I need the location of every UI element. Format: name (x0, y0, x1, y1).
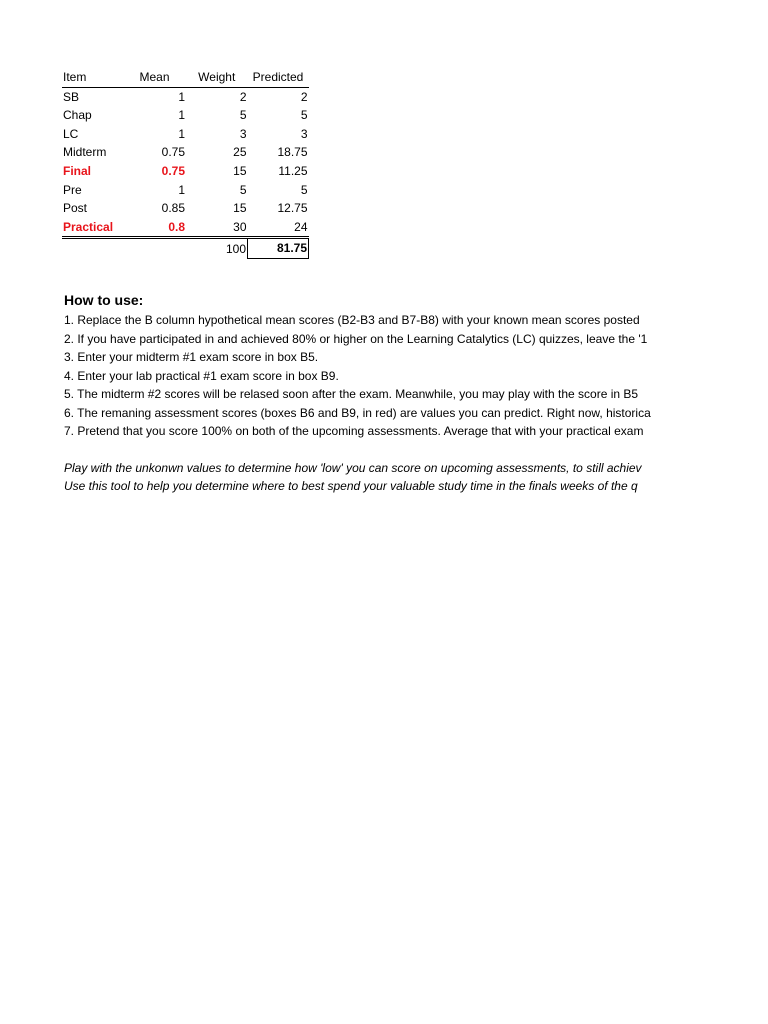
instruction-step[interactable]: 1. Replace the B column hypothetical mean scores (B2-B3 and B7-B8) with your known mean scores posted (64, 313, 640, 327)
cell-predicted[interactable]: 2 (300, 89, 308, 104)
instructions-title[interactable]: How to use: (64, 292, 144, 308)
cell-predicted[interactable]: 5 (300, 182, 308, 197)
cell-mean[interactable]: 0.75 (161, 163, 185, 178)
cell-mean[interactable]: 0.8 (123, 218, 186, 238)
cell-item[interactable]: Midterm (63, 145, 107, 160)
cell-mean[interactable]: 1 (178, 182, 185, 197)
instruction-step[interactable]: 3. Enter your midterm #1 exam score in box B5. (64, 350, 319, 364)
table-row-post (62, 199, 309, 218)
table-row-chap (62, 106, 309, 125)
table-header-row (62, 68, 309, 87)
cell-item[interactable]: Post (63, 201, 88, 216)
cell-weight[interactable]: 15 (233, 201, 247, 216)
table-total-row (62, 238, 309, 259)
table-row-final (62, 162, 309, 181)
cell-item[interactable]: Final (63, 163, 92, 178)
cell-weight[interactable]: 3 (239, 126, 247, 141)
instructions-steps (64, 311, 668, 441)
cell-predicted[interactable]: 18.75 (277, 145, 308, 160)
header-item[interactable]: Item (62, 68, 123, 87)
grade-prediction-table (62, 68, 309, 259)
cell-weight[interactable]: 2 (239, 89, 247, 104)
cell-weight[interactable]: 15 (233, 163, 247, 178)
cell-mean[interactable]: 1 (178, 89, 185, 104)
table-row-lc (62, 125, 309, 144)
cell-predicted[interactable]: 11.25 (278, 163, 308, 178)
cell-item[interactable]: Practical (62, 218, 123, 238)
cell-empty[interactable] (123, 238, 186, 259)
cell-weight[interactable]: 30 (186, 218, 248, 238)
table-row-sb (62, 87, 309, 106)
header-predicted[interactable]: Predicted (248, 68, 309, 87)
total-predicted-cell[interactable]: 81.75 (248, 238, 309, 259)
instruction-step[interactable]: 6. The remaning assessment scores (boxes B6 and B9, in red) are values you can predict. Right now, historica (64, 405, 651, 420)
table-row-practical (62, 218, 309, 238)
instructions-section (64, 290, 668, 496)
total-weight-cell[interactable]: 100 (186, 238, 248, 259)
cell-item[interactable]: Pre (63, 182, 82, 197)
cell-weight[interactable]: 5 (239, 108, 247, 123)
instructions-notes (64, 459, 668, 496)
cell-mean[interactable]: 0.85 (161, 201, 185, 216)
cell-empty[interactable] (62, 238, 123, 259)
cell-predicted[interactable]: 12.75 (277, 201, 308, 216)
cell-predicted[interactable]: 5 (300, 108, 308, 123)
table-row-midterm (62, 143, 309, 162)
table-row-pre (62, 181, 309, 200)
cell-item[interactable]: LC (63, 126, 79, 141)
instruction-step[interactable]: 2. If you have participated in and achieved 80% or higher on the Learning Catalytics (LC) quizzes, leave the '1 (64, 331, 648, 346)
instruction-note[interactable]: Use this tool to help you determine where to best spend your valuable study time in the finals weeks of the q (64, 479, 638, 493)
cell-weight[interactable]: 5 (239, 182, 247, 197)
instruction-step[interactable]: 7. Pretend that you score 100% on both of the upcoming assessments. Average that with your practical exam (64, 424, 644, 438)
cell-predicted[interactable]: 3 (300, 126, 308, 141)
cell-mean[interactable]: 0.75 (161, 145, 185, 160)
cell-predicted[interactable]: 24 (248, 218, 309, 238)
cell-item[interactable]: SB (63, 89, 80, 104)
header-mean[interactable]: Mean (123, 68, 186, 87)
instruction-step[interactable]: 4. Enter your lab practical #1 exam score in box B9. (64, 368, 339, 383)
cell-weight[interactable]: 25 (233, 145, 247, 160)
cell-mean[interactable]: 1 (178, 126, 185, 141)
header-weight[interactable]: Weight (186, 68, 248, 87)
instruction-step[interactable]: 5. The midterm #2 scores will be relased soon after the exam. Meanwhile, you may play with the score in B5 (64, 387, 639, 401)
instruction-note[interactable]: Play with the unkonwn values to determine how 'low' you can score on upcoming assessments, to still achiev (64, 460, 642, 475)
cell-mean[interactable]: 1 (178, 108, 185, 123)
cell-item[interactable]: Chap (63, 108, 92, 123)
